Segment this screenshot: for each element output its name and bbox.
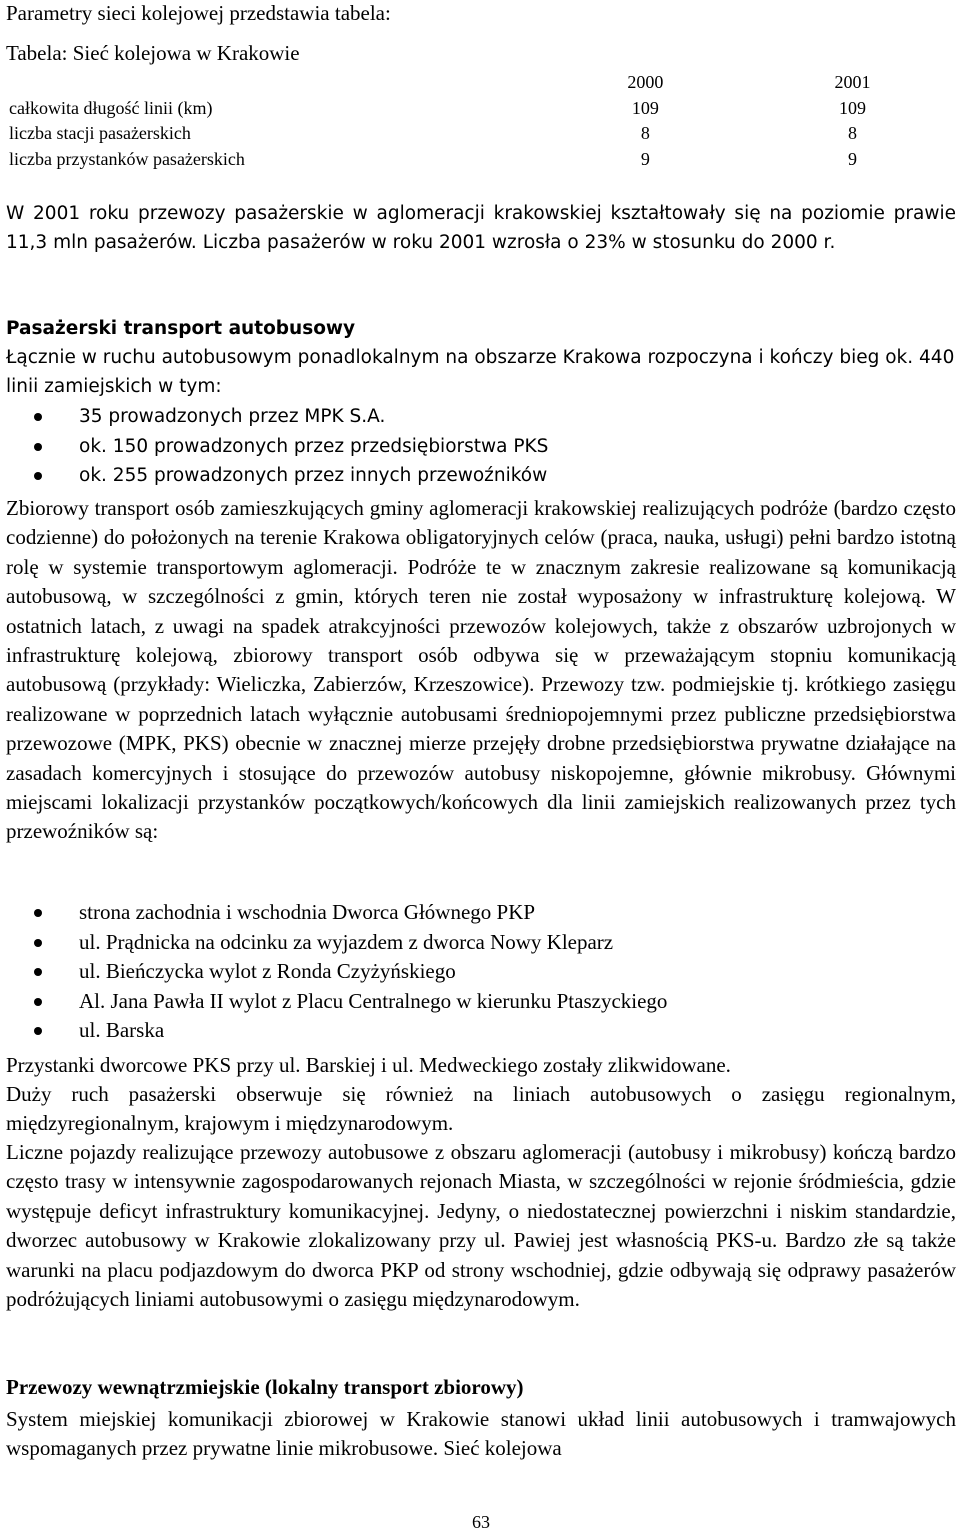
list-item: Al. Jana Pawła II wylot z Placu Centralnego w kierunku Ptaszyckiego — [6, 987, 956, 1017]
table-cell-2001: 9 — [847, 148, 857, 169]
table-row-label: liczba przystanków pasażerskich — [9, 148, 245, 169]
bus-lines-list — [6, 402, 956, 491]
table-cell-2001: 109 — [838, 97, 866, 118]
urban-transport-text: System miejskiej komunikacji zbiorowej w Krakowie stanowi układ linii autobusowych i tramwajowych wspomaganych przez prywatne linie mikrobusowe. Sieć kolejowa — [6, 1407, 956, 1461]
list-item: ul. Barska — [6, 1016, 956, 1046]
table-cell-2000: 109 — [631, 97, 659, 118]
rail-network-table — [6, 70, 956, 172]
table-cell-2001: 8 — [847, 123, 857, 143]
table-row-label: liczba stacji pasażerskich — [9, 123, 191, 143]
list-item: ok. 255 prowadzonych przez innych przewoźników — [6, 461, 956, 491]
table-row-label: całkowita długość linii (km) — [9, 97, 213, 118]
table-cell-2000: 8 — [640, 123, 650, 143]
table-row — [6, 147, 956, 173]
table-caption: Tabela: Sieć kolejowa w Krakowie — [6, 41, 300, 65]
stop-locations-list — [6, 898, 956, 1046]
table-header-year-2001: 2001 — [834, 72, 871, 92]
table-row — [6, 96, 956, 122]
table-header-label — [6, 70, 542, 96]
urban-transport-heading: Przewozy wewnątrzmiejskie (lokalny transport zbiorowy) — [6, 1375, 524, 1399]
vehicles-paragraph: Liczne pojazdy realizujące przewozy autobusowe z obszaru aglomeracji (autobusy i mikrobusy) kończą bardzo często trasy w intensywnie zagospodarowanych rejonach Miasta, w szczególności w rejonie śródmieścia, gdzie występuje deficyt infrastruktury komunikacyjnej. Jedyny, o niedostatecznej powierzchni i niskim standardzie, dworzec autobusowy w Krakowie zlokalizowany przy ul. Pawiej jest własnością PKS-u. Bardzo złe są także warunki na placu podjazdowym do dworca PKP od strony wschodniej, gdzie odbywają się odprawy pasażerów podróżujących liniami autobusowymi o zasięgu międzynarodowym. — [6, 1140, 956, 1312]
collective-transport-paragraph: Zbiorowy transport osób zamieszkujących gminy aglomeracji krakowskiej realizujących podróże (bardzo często codzienne) do położonych na terenie Krakowa obligatoryjnych celów (praca, nauka, usługi) pełni bardzo istotną rolę w systemie transportowym aglomeracji. Podróże te w znacznym zakresie realizowane są komunikacją autobusową, w szczególności z gmin, których teren nie został wyposażony w infrastrukturę kolejową. W ostatnich latach, z uwagi na spadek atrakcyjności przewozów kolejowych, także z obszarów uzbrojonych w infrastrukturę kolejową, zbiorowy transport osób odbywa się w przeważającym stopniu komunikacją autobusową (przykłady: Wieliczka, Zabierzów, Krzeszowice). Przewozy tzw. podmiejskie tj. krótkiego zasięgu realizowane w poprzednich latach wyłącznie autobusami średniopojemnymi przez publiczne przedsiębiorstwa przewozowe (MPK, PKS) obecnie w znacznej mierze przejęły drobne przedsiębiorstwa prywatne działające na zasadach komercyjnych i stosujące do przewozów autobusy niskopojemne, głównie mikrobusy. Głównymi miejscami lokalizacji przystanków początkowych/końcowych dla linii zamiejskich realizowanych przez tych przewoźników są: — [6, 496, 956, 844]
table-cell-2000: 9 — [640, 148, 650, 169]
page-number: 63 — [472, 1512, 490, 1532]
bus-transport-heading: Pasażerski transport autobusowy — [6, 318, 356, 339]
intro-text: Parametry sieci kolejowej przedstawia tabela: — [6, 1, 391, 25]
heavy-traffic-paragraph: Duży ruch pasażerski obserwuje się również na liniach autobusowych o zasięgu regionalnym, międzyregionalnym, krajowym i międzynarodowym. — [6, 1082, 956, 1136]
bus-transport-text: Łącznie w ruchu autobusowym ponadlokalnym na obszarze Krakowa rozpoczyna i kończy bieg ok. 440 linii zamiejskich w tym: — [6, 347, 955, 398]
table-row — [6, 121, 956, 147]
list-item: ok. 150 prowadzonych przez przedsiębiorstwa PKS — [6, 432, 956, 462]
pks-stops-paragraph: Przystanki dworcowe PKS przy ul. Barskiej i ul. Medweckiego zostały zlikwidowane. — [6, 1053, 731, 1077]
passengers-paragraph: W 2001 roku przewozy pasażerskie w aglomeracji krakowskiej kształtowały się na poziomie prawie 11,3 mln pasażerów. Liczba pasażerów w roku 2001 wzrosła o 23% w stosunku do 2000 r. — [6, 203, 956, 254]
list-item: ul. Prądnicka na odcinku za wyjazdem z dworca Nowy Kleparz — [6, 928, 956, 958]
table-header-row — [6, 70, 956, 96]
list-item: strona zachodnia i wschodnia Dworca Głównego PKP — [6, 898, 956, 928]
list-item: 35 prowadzonych przez MPK S.A. — [6, 402, 956, 432]
list-item: ul. Bieńczycka wylot z Ronda Czyżyńskiego — [6, 957, 956, 987]
table-header-year-2000: 2000 — [627, 72, 664, 92]
